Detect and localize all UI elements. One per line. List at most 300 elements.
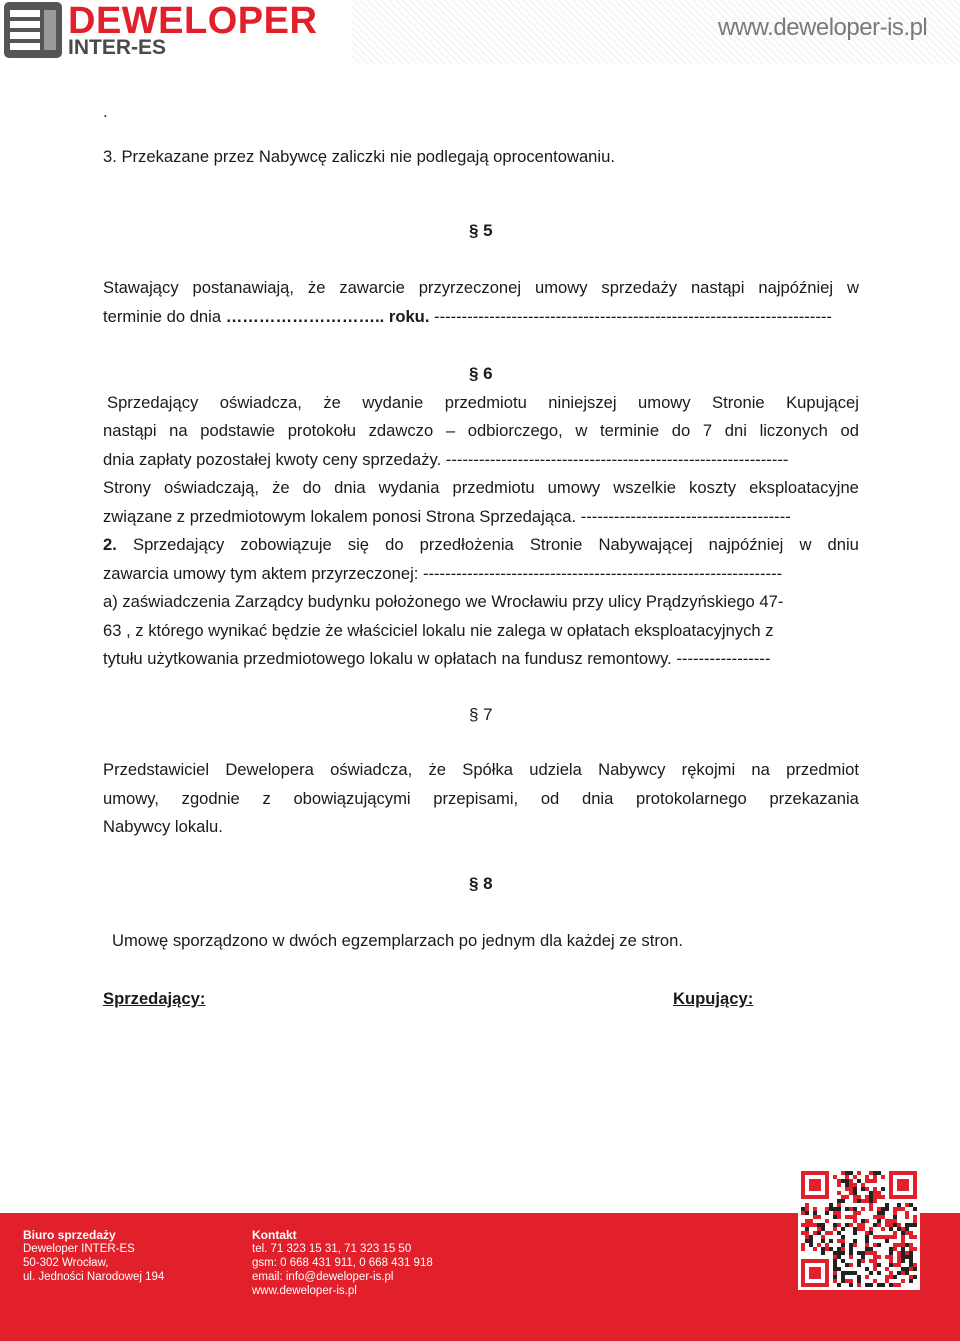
qr-module — [913, 1207, 917, 1211]
qr-module — [853, 1271, 857, 1275]
qr-module — [837, 1191, 841, 1195]
qr-module — [841, 1279, 845, 1283]
qr-module — [837, 1183, 841, 1187]
qr-module — [877, 1235, 881, 1239]
qr-module — [857, 1211, 861, 1215]
word: protokołu — [287, 421, 356, 440]
qr-module — [805, 1227, 809, 1231]
qr-module — [889, 1259, 893, 1263]
qr-module — [841, 1199, 845, 1203]
qr-finder — [809, 1267, 821, 1279]
qr-module — [853, 1227, 857, 1231]
qr-module — [861, 1219, 865, 1223]
qr-module — [881, 1207, 885, 1211]
qr-module — [833, 1223, 837, 1227]
word: Przedstawiciel — [103, 760, 210, 779]
word: wszelkie — [613, 478, 676, 497]
qr-module — [881, 1195, 885, 1199]
word: w — [799, 535, 812, 554]
qr-module — [905, 1203, 909, 1207]
qr-module — [865, 1187, 869, 1191]
word: przekazania — [769, 789, 859, 808]
qr-module — [905, 1211, 909, 1215]
qr-module — [877, 1219, 881, 1223]
qr-module — [853, 1175, 857, 1179]
qr-module — [877, 1283, 881, 1287]
qr-module — [901, 1227, 905, 1231]
qr-module — [853, 1243, 857, 1247]
qr-module — [865, 1283, 869, 1287]
qr-module — [881, 1215, 885, 1219]
word: eksploatacyjne — [749, 478, 859, 497]
seller-signature-label: Sprzedający: — [103, 989, 206, 1008]
qr-module — [893, 1215, 897, 1219]
word: do — [385, 535, 404, 554]
qr-module — [873, 1263, 877, 1267]
qr-module — [893, 1219, 897, 1223]
qr-module — [841, 1243, 845, 1247]
qr-module — [849, 1247, 853, 1251]
qr-module — [905, 1227, 909, 1231]
qr-module — [861, 1207, 865, 1211]
qr-module — [877, 1243, 881, 1247]
word: się — [347, 535, 370, 554]
qr-module — [809, 1239, 813, 1243]
qr-module — [837, 1211, 841, 1215]
qr-module — [901, 1279, 905, 1283]
word: najpóźniej — [758, 278, 834, 297]
contact-line[interactable]: email: info@deweloper-is.pl — [252, 1271, 394, 1283]
qr-module — [857, 1283, 861, 1287]
qr-module — [845, 1263, 849, 1267]
section-7-heading: § 7 — [469, 705, 493, 724]
qr-module — [881, 1175, 885, 1179]
qr-module — [805, 1207, 809, 1211]
s6-line-6 — [103, 535, 859, 555]
qr-module — [913, 1235, 917, 1239]
qr-module — [901, 1271, 905, 1275]
qr-module — [885, 1275, 889, 1279]
qr-module — [881, 1283, 885, 1287]
qr-module — [841, 1227, 845, 1231]
qr-module — [861, 1259, 865, 1263]
qr-module — [873, 1235, 877, 1239]
word: najpóźniej — [708, 535, 784, 554]
qr-module — [865, 1251, 869, 1255]
word: umowy — [638, 393, 691, 412]
qr-module — [881, 1187, 885, 1191]
qr-module — [873, 1175, 877, 1179]
qr-module — [837, 1199, 841, 1203]
word: zawarcie — [339, 278, 405, 297]
qr-module — [853, 1211, 857, 1215]
qr-module — [849, 1183, 853, 1187]
s5-date-blank: ……………………….. roku. — [225, 307, 430, 326]
qr-module — [873, 1191, 877, 1195]
qr-module — [869, 1195, 873, 1199]
qr-module — [801, 1223, 805, 1227]
qr-module — [857, 1263, 861, 1267]
qr-module — [885, 1279, 889, 1283]
qr-module — [873, 1195, 877, 1199]
contact-line[interactable]: tel. 71 323 15 31, 71 323 15 50 — [252, 1243, 412, 1255]
logo-subtitle: INTER-ES — [68, 36, 167, 59]
qr-module — [845, 1207, 849, 1211]
qr-module — [841, 1239, 845, 1243]
qr-module — [865, 1243, 869, 1247]
word: w — [575, 421, 588, 440]
qr-module — [905, 1243, 909, 1247]
contact-line[interactable]: www.deweloper-is.pl — [252, 1285, 357, 1297]
word: przedmiotu — [452, 478, 535, 497]
qr-module — [833, 1207, 837, 1211]
contact-title: Kontakt — [252, 1228, 297, 1242]
qr-module — [813, 1215, 817, 1219]
qr-module — [817, 1231, 821, 1235]
qr-module — [825, 1243, 829, 1247]
word: że — [323, 393, 341, 412]
word: że — [428, 760, 446, 779]
qr-module — [813, 1223, 817, 1227]
qr-module — [901, 1243, 905, 1247]
qr-module — [909, 1223, 913, 1227]
qr-module — [837, 1239, 841, 1243]
contact-line[interactable]: gsm: 0 668 431 911, 0 668 431 918 — [252, 1257, 433, 1269]
qr-module — [809, 1235, 813, 1239]
word: wydania — [378, 478, 440, 497]
word: przyrzeczonej — [418, 278, 522, 297]
qr-finder — [809, 1179, 821, 1191]
word: Nabywcy — [598, 760, 666, 779]
qr-module — [873, 1179, 877, 1183]
word: do — [302, 478, 322, 497]
qr-module — [897, 1255, 901, 1259]
qr-module — [841, 1235, 845, 1239]
qr-module — [869, 1271, 873, 1275]
qr-module — [877, 1263, 881, 1267]
qr-module — [849, 1243, 853, 1247]
qr-module — [829, 1239, 833, 1243]
qr-module — [897, 1207, 901, 1211]
qr-module — [845, 1215, 849, 1219]
qr-module — [849, 1223, 853, 1227]
qr-module — [873, 1259, 877, 1263]
qr-module — [889, 1251, 893, 1255]
qr-module — [869, 1199, 873, 1203]
word: Strony — [103, 478, 151, 497]
qr-module — [885, 1239, 889, 1243]
qr-module — [849, 1251, 853, 1255]
qr-module — [845, 1179, 849, 1183]
qr-module — [833, 1215, 837, 1219]
word: dnia — [581, 789, 614, 808]
section-6-heading: § 6 — [469, 364, 493, 383]
qr-module — [861, 1199, 865, 1203]
qr-module — [869, 1191, 873, 1195]
qr-module — [853, 1207, 857, 1211]
word: przepisami, — [433, 789, 519, 808]
qr-module — [833, 1279, 837, 1283]
qr-module — [849, 1263, 853, 1267]
qr-module — [845, 1223, 849, 1227]
qr-module — [861, 1183, 865, 1187]
qr-module — [801, 1247, 805, 1251]
qr-module — [853, 1195, 857, 1199]
qr-module — [833, 1227, 837, 1231]
building-logo-icon — [4, 2, 62, 58]
qr-module — [853, 1187, 857, 1191]
qr-module — [889, 1275, 893, 1279]
qr-module — [897, 1203, 901, 1207]
qr-module — [873, 1223, 877, 1227]
qr-module — [889, 1263, 893, 1267]
qr-module — [889, 1255, 893, 1259]
qr-module — [869, 1259, 873, 1263]
qr-module — [865, 1175, 869, 1179]
word: od — [540, 789, 560, 808]
qr-module — [865, 1195, 869, 1199]
word: Stronie — [529, 535, 583, 554]
qr-module — [897, 1283, 901, 1287]
qr-module — [897, 1263, 901, 1267]
qr-module — [901, 1251, 905, 1255]
qr-module — [885, 1207, 889, 1211]
qr-module — [901, 1207, 905, 1211]
word: na — [169, 421, 188, 440]
qr-module — [833, 1263, 837, 1267]
word: terminie — [600, 421, 660, 440]
qr-module — [905, 1231, 909, 1235]
word: wydanie — [362, 393, 424, 412]
qr-module — [913, 1263, 917, 1267]
qr-module — [821, 1251, 825, 1255]
qr-module — [821, 1247, 825, 1251]
qr-code-icon — [798, 1168, 920, 1290]
header-url[interactable]: www.deweloper-is.pl — [718, 14, 928, 41]
qr-module — [833, 1267, 837, 1271]
qr-module — [841, 1195, 845, 1199]
qr-module — [861, 1227, 865, 1231]
qr-module — [833, 1259, 837, 1263]
qr-module — [865, 1219, 869, 1223]
paragraph-3: 3. Przekazane przez Nabywcę zaliczki nie podlegają oprocentowaniu. — [103, 147, 615, 166]
qr-module — [825, 1219, 829, 1223]
qr-module — [873, 1215, 877, 1219]
word: Stronie — [712, 393, 765, 412]
qr-module — [829, 1203, 833, 1207]
word: koszty — [689, 478, 737, 497]
word: od — [840, 421, 859, 440]
qr-module — [841, 1271, 845, 1275]
qr-module — [909, 1263, 913, 1267]
qr-module — [909, 1247, 913, 1251]
word: że — [272, 478, 290, 497]
qr-module — [877, 1211, 881, 1215]
qr-module — [809, 1223, 813, 1227]
qr-module — [897, 1259, 901, 1263]
qr-module — [833, 1255, 837, 1259]
qr-module — [885, 1219, 889, 1223]
qr-module — [853, 1231, 857, 1235]
word: dnia — [334, 478, 366, 497]
qr-module — [845, 1175, 849, 1179]
qr-module — [901, 1231, 905, 1235]
qr-module — [889, 1219, 893, 1223]
qr-module — [801, 1231, 805, 1235]
qr-module — [837, 1207, 841, 1211]
s6-line-4 — [103, 478, 859, 498]
qr-module — [889, 1247, 893, 1251]
qr-module — [837, 1247, 841, 1251]
qr-module — [905, 1255, 909, 1259]
word: rękojmi — [681, 760, 736, 779]
word: udziela — [529, 760, 582, 779]
qr-module — [893, 1283, 897, 1287]
word: Spółka — [462, 760, 513, 779]
qr-module — [849, 1207, 853, 1211]
qr-module — [853, 1191, 857, 1195]
qr-module — [817, 1223, 821, 1227]
qr-module — [873, 1267, 877, 1271]
qr-module — [841, 1179, 845, 1183]
qr-module — [849, 1255, 853, 1259]
qr-module — [877, 1207, 881, 1211]
office-line: 50-302 Wrocław, — [23, 1257, 109, 1269]
word: Nabywającej — [598, 535, 693, 554]
qr-module — [833, 1175, 837, 1179]
qr-module — [901, 1259, 905, 1263]
qr-module — [897, 1243, 901, 1247]
qr-module — [909, 1243, 913, 1247]
word: sprzedaży — [601, 278, 678, 297]
s7-line-3: Nabywcy lokalu. — [103, 817, 223, 836]
qr-module — [909, 1279, 913, 1283]
qr-module — [869, 1203, 873, 1207]
qr-module — [873, 1279, 877, 1283]
word: zobowiązuje — [240, 535, 332, 554]
qr-module — [857, 1179, 861, 1183]
qr-module — [905, 1215, 909, 1219]
qr-module — [801, 1243, 805, 1247]
qr-module — [825, 1207, 829, 1211]
s5-line-2 — [103, 307, 832, 327]
qr-module — [885, 1203, 889, 1207]
qr-module — [801, 1211, 805, 1215]
qr-module — [869, 1251, 873, 1255]
word: z — [262, 789, 271, 808]
qr-module — [881, 1235, 885, 1239]
word: przedmiot — [786, 760, 859, 779]
qr-module — [865, 1235, 869, 1239]
qr-module — [825, 1211, 829, 1215]
word: nastąpi — [690, 278, 745, 297]
qr-module — [901, 1267, 905, 1271]
qr-module — [897, 1251, 901, 1255]
qr-module — [817, 1227, 821, 1231]
word: postanawiają, — [192, 278, 295, 297]
s5-text: terminie do dnia — [103, 307, 226, 326]
word: – — [445, 421, 456, 440]
word: zgodnie — [181, 789, 240, 808]
word: umowy — [534, 278, 588, 297]
s7-line-2 — [103, 789, 859, 809]
qr-module — [845, 1187, 849, 1191]
qr-module — [893, 1247, 897, 1251]
qr-module — [869, 1179, 873, 1183]
qr-module — [869, 1283, 873, 1287]
office-line: Deweloper INTER-ES — [23, 1243, 135, 1255]
word: Stawający — [103, 278, 179, 297]
qr-module — [857, 1275, 861, 1279]
qr-module — [909, 1275, 913, 1279]
qr-module — [869, 1207, 873, 1211]
qr-module — [893, 1263, 897, 1267]
qr-module — [865, 1267, 869, 1271]
section-5-heading: § 5 — [469, 221, 493, 240]
qr-module — [857, 1251, 861, 1255]
qr-module — [893, 1231, 897, 1235]
qr-module — [893, 1211, 897, 1215]
qr-module — [841, 1171, 845, 1175]
qr-module — [885, 1255, 889, 1259]
qr-module — [877, 1255, 881, 1259]
word: nastąpi — [103, 421, 157, 440]
qr-module — [865, 1199, 869, 1203]
word: dniu — [827, 535, 859, 554]
qr-module — [845, 1279, 849, 1283]
qr-module — [805, 1223, 809, 1227]
qr-module — [865, 1247, 869, 1251]
word: Kupującej — [786, 393, 859, 412]
word: Sprzedający — [133, 535, 225, 554]
s6-line-9: 63 , z którego wynikać będzie że właściciel lokalu nie zalega w opłatach eksploatacyjnych z — [103, 621, 774, 640]
qr-module — [913, 1247, 917, 1251]
s6-line-7: zawarcia umowy tym aktem przyrzeczonej: ----------------------------------------------------------------- — [103, 564, 783, 583]
qr-module — [857, 1223, 861, 1227]
qr-module — [805, 1219, 809, 1223]
qr-module — [893, 1207, 897, 1211]
qr-module — [913, 1219, 917, 1223]
qr-module — [865, 1231, 869, 1235]
qr-module — [857, 1227, 861, 1231]
buyer-signature-label: Kupujący: — [673, 989, 754, 1008]
qr-module — [861, 1255, 865, 1259]
qr-module — [849, 1271, 853, 1275]
word: 7 — [702, 421, 713, 440]
qr-module — [805, 1203, 809, 1207]
s6-line-5: związane z przedmiotowym lokalem ponosi Strona Sprzedająca. -------------------------------------- — [103, 507, 791, 526]
qr-module — [849, 1215, 853, 1219]
qr-module — [909, 1267, 913, 1271]
qr-module — [913, 1275, 917, 1279]
qr-module — [837, 1215, 841, 1219]
qr-code-graphic — [801, 1171, 917, 1287]
qr-module — [833, 1275, 837, 1279]
qr-module — [873, 1243, 877, 1247]
qr-module — [853, 1183, 857, 1187]
word: protokolarnego — [636, 789, 747, 808]
logo-name: DEWELOPER — [68, 0, 318, 42]
qr-module — [861, 1223, 865, 1227]
qr-module — [849, 1283, 853, 1287]
qr-module — [893, 1243, 897, 1247]
qr-module — [845, 1271, 849, 1275]
qr-module — [837, 1283, 841, 1287]
qr-module — [849, 1179, 853, 1183]
qr-module — [849, 1187, 853, 1191]
word: liczonych — [759, 421, 828, 440]
qr-module — [837, 1179, 841, 1183]
